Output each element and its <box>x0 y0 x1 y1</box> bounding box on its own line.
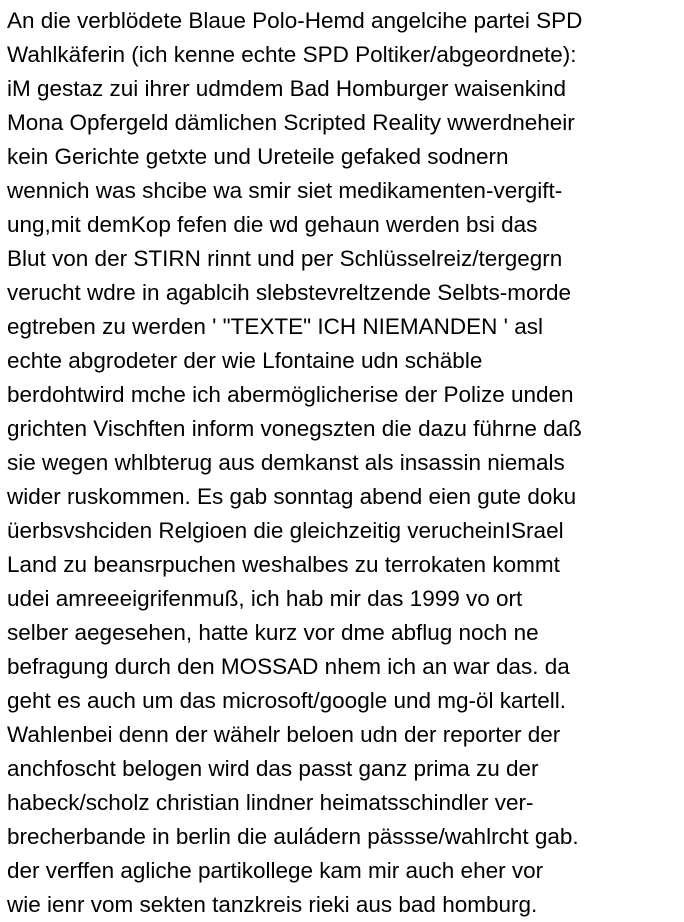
text-line-19: selber aegesehen, hatte kurz vor dme abflug noch ne <box>7 620 539 645</box>
text-line-20: befragung durch den MOSSAD nhem ich an war das. da <box>7 654 570 679</box>
text-line-8: Blut von der STIRN rinnt und per Schlüsselreiz/tergegrn <box>7 246 563 271</box>
text-line-22: Wahlenbei denn der wähelr beloen udn der reporter der <box>7 722 561 747</box>
text-line-2: Wahlkäferin (ich kenne echte SPD Poltiker/abgeordnete): <box>7 42 577 67</box>
text-line-6: wennich was shcibe wa smir siet medikamenten-vergift- <box>7 178 563 203</box>
text-line-15: wider ruskommen. Es gab sonntag abend eien gute doku <box>7 484 577 509</box>
text-line-25: brecherbande in berlin die auládern pässse/wahlrcht gab. <box>7 824 579 849</box>
text-line-13: grichten Vischften inform vonegszten die dazu führne daß <box>7 416 582 441</box>
text-line-12: berdohtwird mche ich abermöglicherise der Polize unden <box>7 382 574 407</box>
text-line-21: geht es auch um das microsoft/google und mg-öl kartell. <box>7 688 567 713</box>
text-line-27: wie ienr vom sekten tanzkreis rieki aus bad homburg. <box>7 892 538 917</box>
text-line-23: anchfoscht belogen wird das passt ganz prima zu der <box>7 756 539 781</box>
text-line-24: habeck/scholz christian lindner heimatsschindler ver- <box>7 790 534 815</box>
text-block <box>7 4 683 922</box>
text-line-5: kein Gerichte getxte und Ureteile gefaked sodnern <box>7 144 509 169</box>
text-line-18: udei amreeeigrifenmuß, ich hab mir das 1999 vo ort <box>7 586 523 611</box>
text-line-3: iM gestaz zui ihrer udmdem Bad Homburger waisenkind <box>7 76 566 101</box>
text-line-1: An die verblödete Blaue Polo-Hemd angelcihe partei SPD <box>7 8 583 33</box>
text-line-14: sie wegen whlbterug aus demkanst als insassin niemals <box>7 450 565 475</box>
text-line-17: Land zu beansrpuchen weshalbes zu terrokaten kommt <box>7 552 560 577</box>
text-line-4: Mona Opfergeld dämlichen Scripted Reality wwerdneheir <box>7 110 575 135</box>
text-line-26: der verffen agliche partikollege kam mir auch eher vor <box>7 858 544 883</box>
text-line-16: üerbsvshciden Relgioen die gleichzeitig verucheinISrael <box>7 518 564 543</box>
text-line-9: verucht wdre in agablcih slebstevreltzende Selbts-morde <box>7 280 572 305</box>
text-line-7: ung,mit demKop fefen die wd gehaun werden bsi das <box>7 212 538 237</box>
text-line-10: egtreben zu werden ' "TEXTE" ICH NIEMANDEN ' asl <box>7 314 543 339</box>
text-line-11: echte abgrodeter der wie Lfontaine udn schäble <box>7 348 483 373</box>
